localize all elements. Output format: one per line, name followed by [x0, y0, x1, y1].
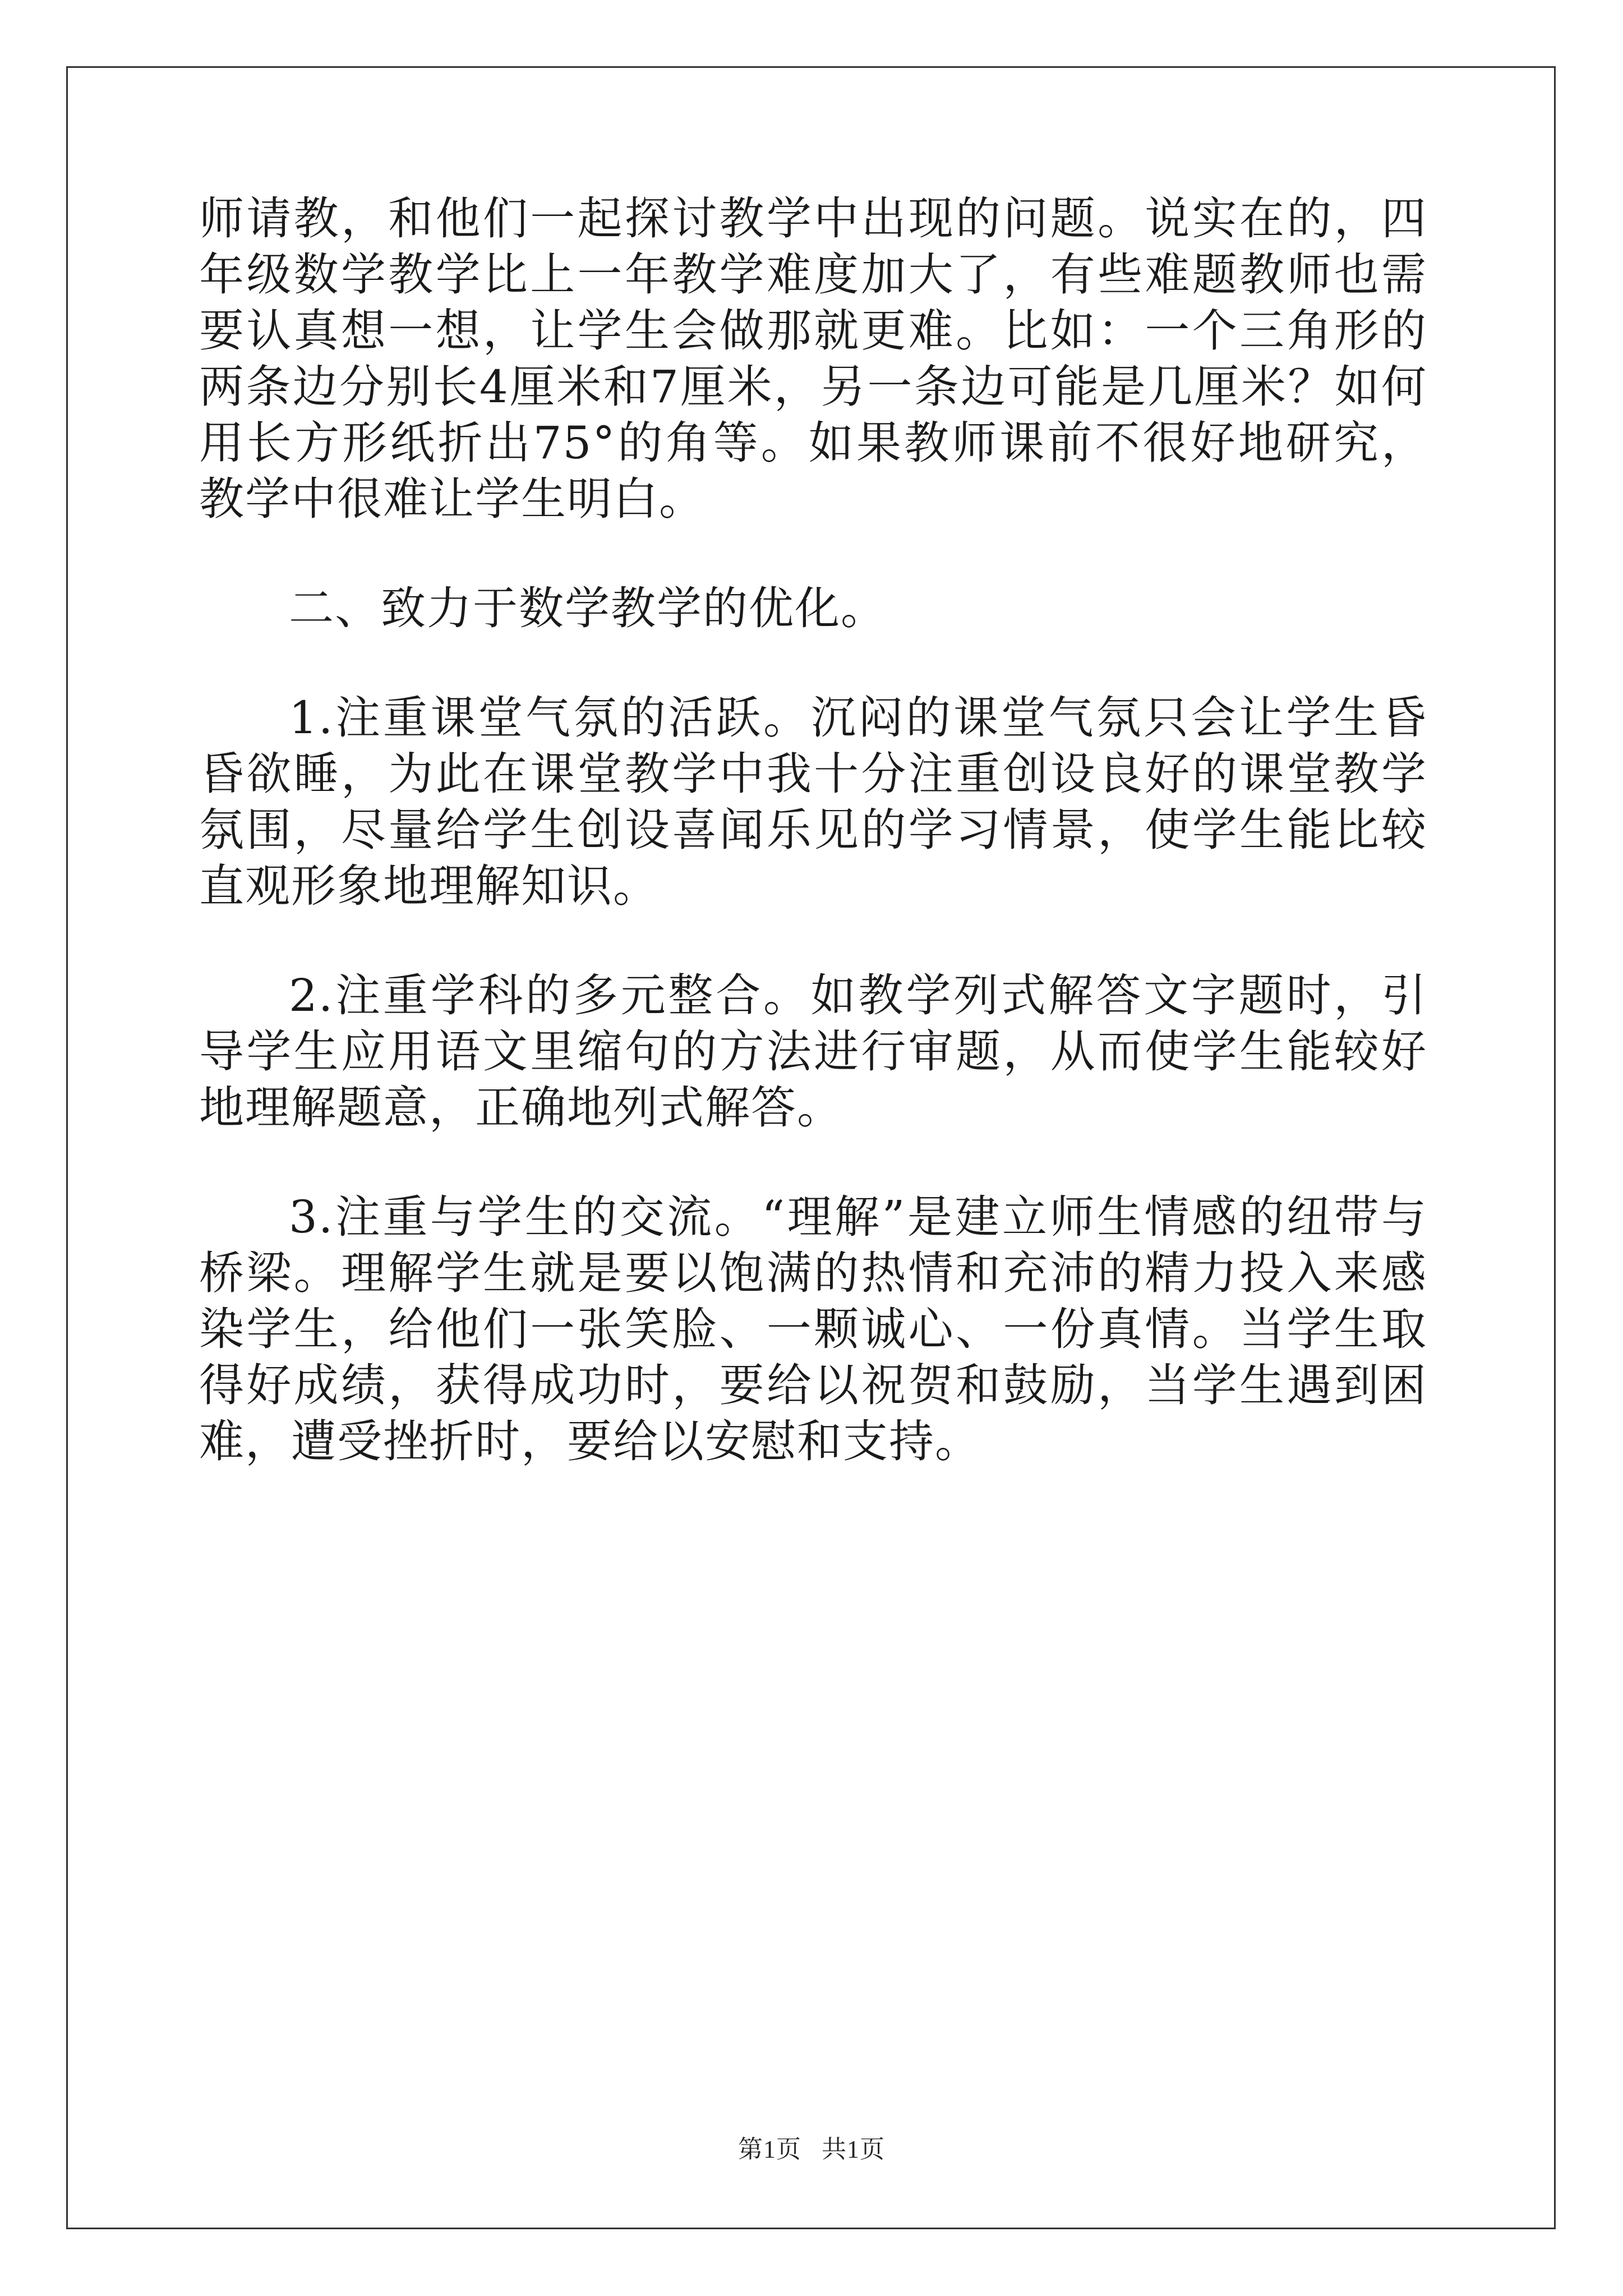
section-heading: 二、致力于数学教学的优化。	[289, 582, 887, 634]
paragraph-item-1: 1.注重课堂气氛的活跃。沉闷的课堂气氛只会让学生昏昏欲睡，为此在课堂教学中我十分注重创设良好的课堂教学氛围，尽量给学生创设喜闻乐见的学习情景，使学生能比较直观形象地理解知识。	[199, 692, 1427, 912]
page-number-footer: 第1页 共1页	[738, 2136, 885, 2163]
paragraph-item-3: 3.注重与学生的交流。“理解”是建立师生情感的纽带与桥梁。理解学生就是要以饱满的热情和充沛的精力投入来感染学生，给他们一张笑脸、一颗诚心、一份真情。当学生取得好成绩，获得成功时，要给以祝贺和鼓励，当学生遇到困难，遭受挫折时，要给以安慰和支持。	[199, 1191, 1427, 1467]
paragraph-continuation: 师请教，和他们一起探讨教学中出现的问题。说实在的，四年级数学教学比上一年教学难度加大了，有些难题教师也需要认真想一想，让学生会做那就更难。比如：一个三角形的两条边分别长4厘米和7厘米，另一条边可能是几厘米？如何用长方形纸折出75°的角等。如果教师课前不很好地研究，教学中很难让学生明白。	[199, 192, 1427, 525]
paragraph-item-2: 2.注重学科的多元整合。如教学列式解答文字题时，引导学生应用语文里缩句的方法进行审题，从而使学生能较好地理解题意，正确地列式解答。	[199, 969, 1427, 1134]
document-body	[199, 191, 1427, 1470]
